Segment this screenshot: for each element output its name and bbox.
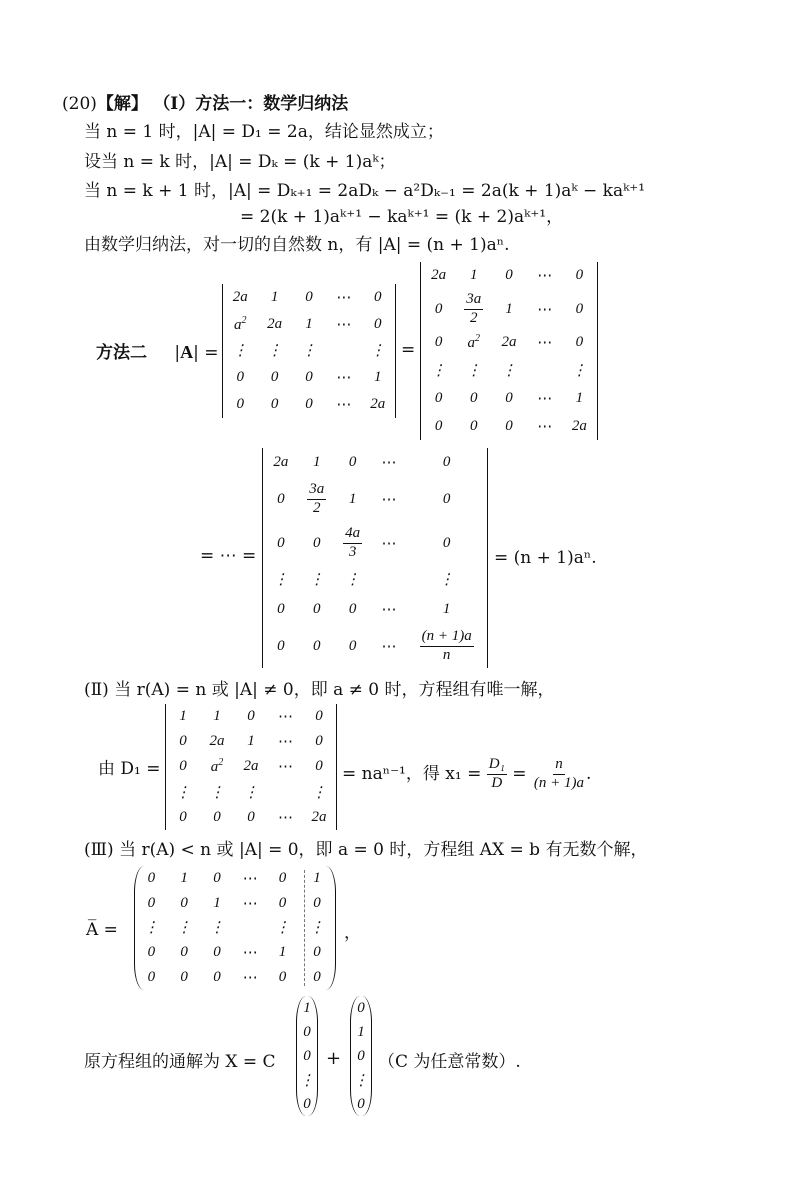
part3-solution-suffix: （C 为任意常数）. xyxy=(378,1052,521,1072)
method2-label: 方法二 |A| = xyxy=(96,342,219,363)
method1-line5: 由数学归纳法，对一切的自然数 n，有 |A| = (n + 1)aⁿ. xyxy=(84,235,510,255)
method2-title: 方法二 xyxy=(96,343,147,363)
part3-solution-prefix: 原方程组的通解为 X = C xyxy=(84,1052,276,1072)
solution-header xyxy=(62,92,348,116)
method1-line1: 当 n = 1 时，|A| = D₁ = 2a，结论显然成立； xyxy=(84,122,444,142)
fraction-D1-D: $\frac{\text{D₁}}{D}$ xyxy=(488,756,505,791)
solution-vector-2: 0 1 0 ⋮ 0 xyxy=(350,996,372,1116)
method1-line3: 当 n = k + 1 时，|A| = Dₖ₊₁ = 2aDₖ − a²Dₖ₋₁ = 2a(k + 1)aᵏ − kaᵏ⁺¹ xyxy=(84,181,646,201)
part2-result-text: = naⁿ⁻¹，得 x₁ = xyxy=(342,763,482,784)
part3-abar-label: A̅ = xyxy=(86,920,118,940)
solution-vector-1: 1 0 0 ⋮ 0 xyxy=(296,996,318,1116)
problem-number: (20) xyxy=(62,94,97,114)
part2-det-D1: 1 1 0 ⋯ 0 0 2a 1 ⋯ 0 0 $a^2$ 2a ⋯ 0 ⋮ ⋮ ⋮ ⋮ 0 0 0 ⋯ 2a xyxy=(165,704,337,830)
part1-heading: （Ⅰ）方法一：数学归纳法 xyxy=(153,94,349,114)
solution-mark: 【解】 xyxy=(96,94,148,114)
augmented-matrix: 0 1 0 ⋯ 0 1 0 0 1 ⋯ 0 0 ⋮ ⋮ ⋮ ⋮ ⋮ 0 0 0 ⋯ 1 0 0 0 0 ⋯ 0 0 xyxy=(134,866,336,990)
method2-result: = (n + 1)aⁿ. xyxy=(494,548,597,568)
part2-result: = naⁿ⁻¹，得 x₁ = $\frac{\text{D₁}}{D}$ = $\frac{n}{(n + 1)a}$ . xyxy=(342,756,592,791)
fraction-n-n1a: $\frac{n}{(n + 1)a}$ xyxy=(533,756,584,791)
method2-det-3: 2a 1 0 ⋯ 0 0 $\frac{3a}{2}$ 1 ⋯ 0 0 0 $\frac{4a}{3}$ ⋯ 0 ⋮ ⋮ ⋮ ⋮ 0 0 0 ⋯ 1 0 0 0 ⋯ $\frac{(n + 1)a}{n}$ xyxy=(262,448,488,668)
part2-line1: (Ⅱ) 当 r(A) = n 或 |A| ≠ 0，即 a ≠ 0 时，方程组有唯一解， xyxy=(84,680,555,700)
method1-line4: = 2(k + 1)aᵏ⁺¹ − kaᵏ⁺¹ = (k + 2)aᵏ⁺¹， xyxy=(240,207,564,227)
method2-det-1: 2a 1 0 ⋯ 0 $a^2$ 2a 1 ⋯ 0 ⋮ ⋮ ⋮ ⋮ 0 0 0 ⋯ 1 0 0 0 ⋯ 2a xyxy=(222,284,396,418)
part3-line1: (Ⅲ) 当 r(A) < n 或 |A| = 0，即 a = 0 时，方程组 AX = b 有无数个解， xyxy=(84,840,648,860)
method1-line2: 设当 n = k 时，|A| = Dₖ = (k + 1)aᵏ； xyxy=(84,152,396,172)
method2-det-2: 2a 1 0 ⋯ 0 0 $\frac{3a}{2}$ 1 ⋯ 0 0 $a^2$ 2a ⋯ 0 ⋮ ⋮ ⋮ ⋮ 0 0 0 ⋯ 1 0 0 0 ⋯ 2a xyxy=(420,262,598,440)
part2-prefix: 由 D₁ = xyxy=(98,759,161,779)
